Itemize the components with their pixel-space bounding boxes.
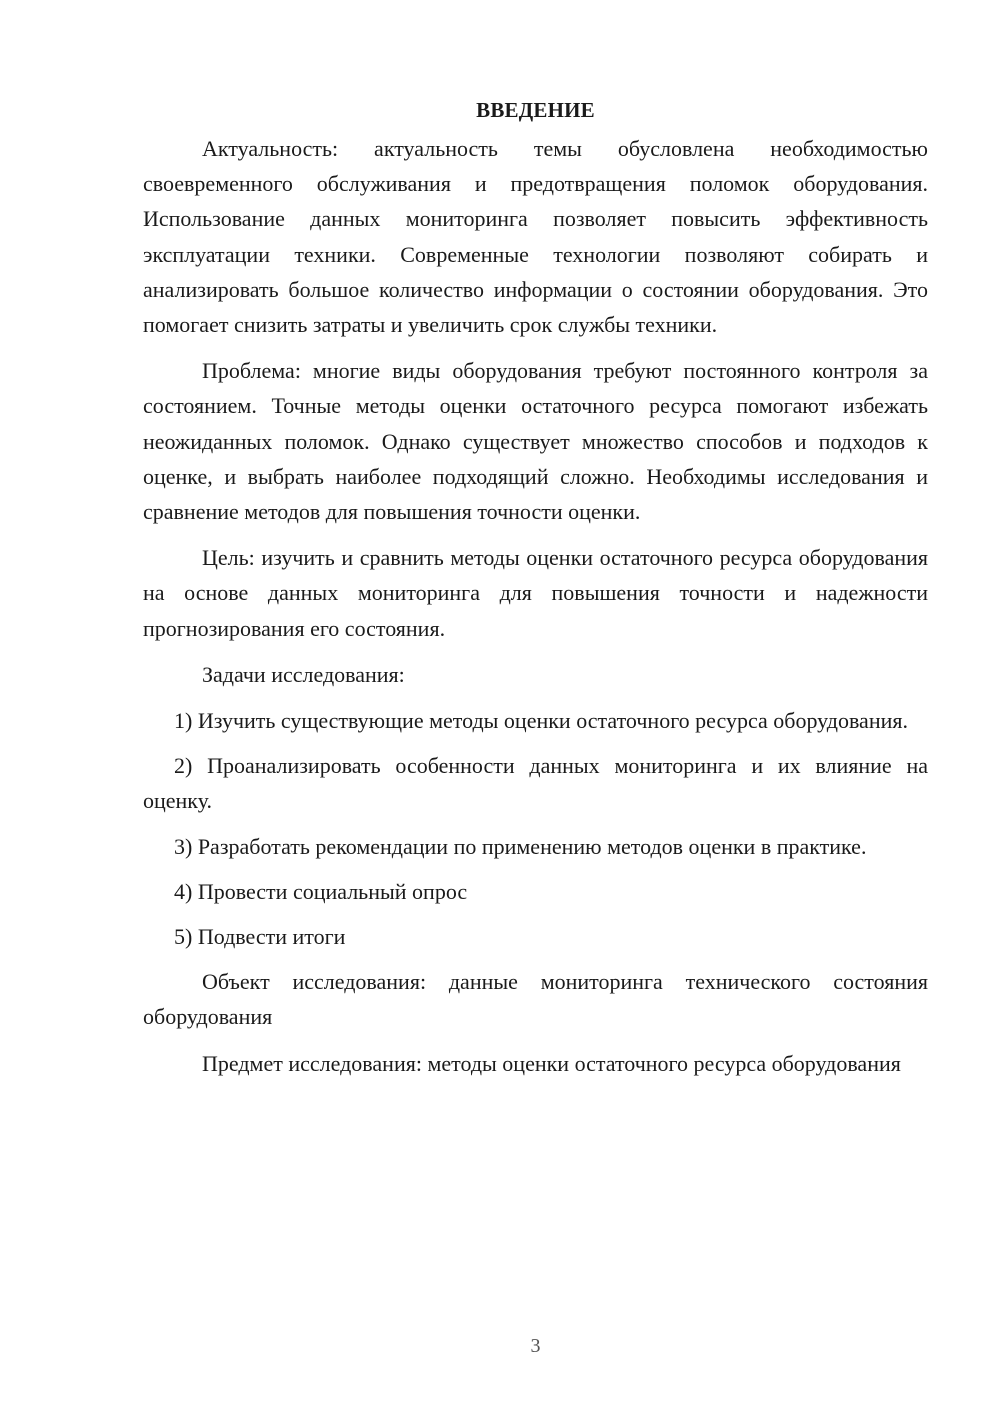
page-number: 3 (530, 1335, 541, 1357)
section-heading: ВВЕДЕНИЕ (476, 98, 595, 122)
research-object-paragraph: Объект исследования: данные мониторинга технического состояния оборудования (143, 969, 928, 1030)
task-item-2: 2) Проанализировать особенности данных мониторинга и их влияние на оценку. (143, 753, 928, 814)
task-item-5: 5) Подвести итоги (174, 924, 346, 950)
problem-paragraph: Проблема: многие виды оборудования требуют постоянного контроля за состоянием. Точные методы оценки остаточного ресурса помогают избежать неожиданных поломок. Однако существует множество способов и подходов к оценке, и выбрать наиболее подходящий сложно. Необходимы исследования и сравнение методов для повышения точности оценки. (143, 358, 928, 525)
relevance-paragraph: Актуальность: актуальность темы обусловлена необходимостью своевременного обслуживания и предотвращения поломок оборудования. Использование данных мониторинга позволяет повысить эффективность эксплуатации техники. Современные технологии позволяют собирать и анализировать большое количество информации о состоянии оборудования. Это помогает снизить затраты и увеличить срок службы техники. (143, 136, 928, 338)
tasks-heading: Задачи исследования: (202, 661, 405, 687)
page-content (143, 92, 928, 1092)
goal-paragraph: Цель: изучить и сравнить методы оценки остаточного ресурса оборудования на основе данных мониторинга для повышения точности и надежности прогнозирования его состояния. (143, 545, 928, 641)
task-item-1: 1) Изучить существующие методы оценки остаточного ресурса оборудования. (174, 708, 908, 734)
task-item-4: 4) Провести социальный опрос (174, 878, 468, 904)
tasks-list (143, 703, 928, 954)
research-subject-paragraph: Предмет исследования: методы оценки остаточного ресурса оборудования (202, 1050, 901, 1076)
task-item-3: 3) Разработать рекомендации по применению методов оценки в практике. (174, 833, 867, 859)
